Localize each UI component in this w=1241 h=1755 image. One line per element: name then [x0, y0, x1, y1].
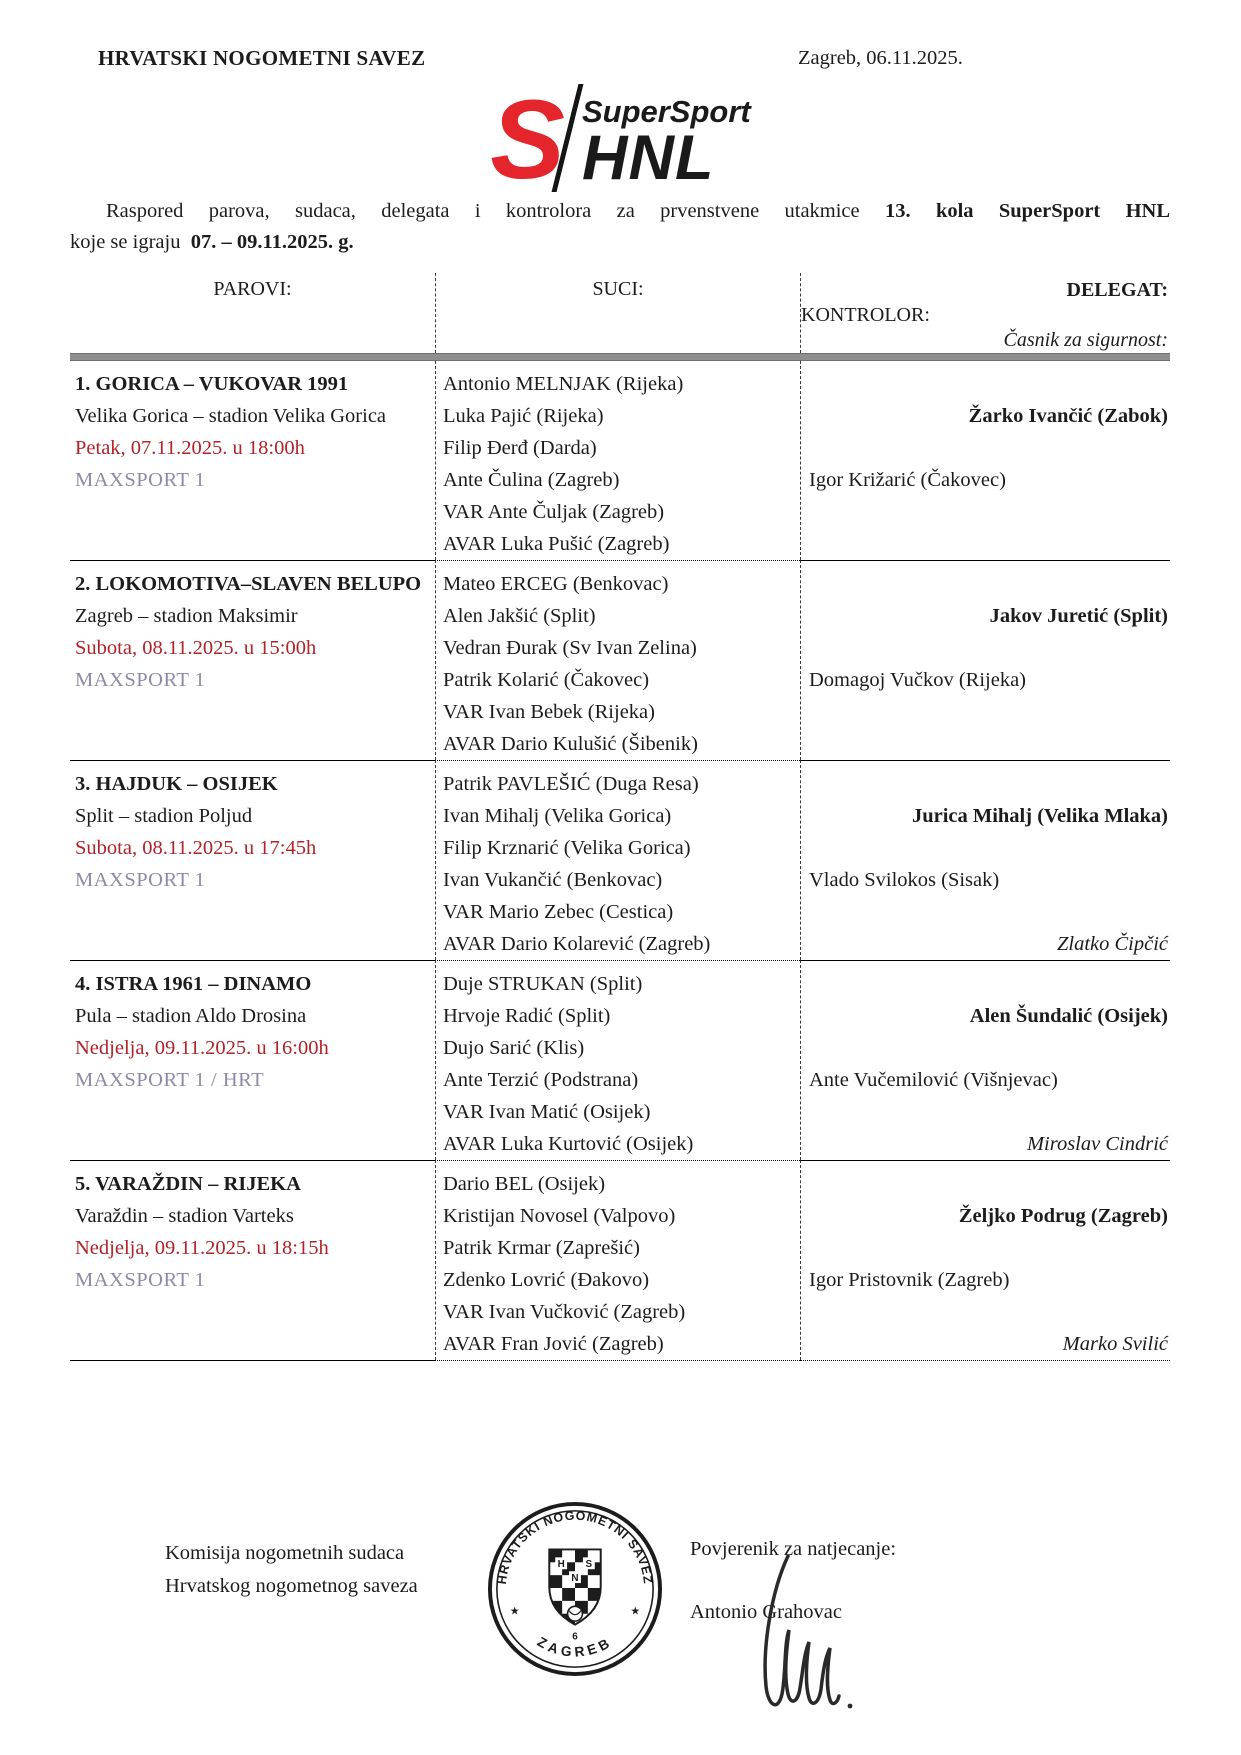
column-header-security: Časnik za sigurnost: [1003, 329, 1168, 351]
officials-cell [800, 960, 1170, 1160]
official-name: Mateo ERCEG (Benkovac) [443, 573, 669, 595]
match-broadcast: MAXSPORT 1 [75, 1269, 206, 1291]
intro-line-1 [70, 196, 1170, 227]
referees-cell [435, 1160, 800, 1360]
match-row [70, 560, 1170, 760]
security-officer-name: Miroslav Cindrić [1026, 1133, 1168, 1155]
officials-cell [800, 760, 1170, 960]
officials-cell [800, 1160, 1170, 1360]
match-datetime: Petak, 07.11.2025. u 18:00h [75, 437, 305, 459]
supersport-hnl-logo [0, 77, 1241, 202]
schedule-table [70, 273, 1170, 1360]
match-datetime: Subota, 08.11.2025. u 17:45h [75, 837, 317, 859]
official-name: AVAR Fran Jović (Zagreb) [443, 1333, 664, 1355]
security-officer-name: Marko Svilić [1062, 1333, 1168, 1355]
match-info-cell [70, 1160, 435, 1360]
match-info-cell [70, 960, 435, 1160]
official-name: Hrvoje Radić (Split) [443, 1005, 611, 1027]
intro-round-bold: 13. kola SuperSport HNL [884, 200, 1171, 222]
security-officer-name [809, 528, 1168, 560]
stamp-ball-icon [568, 1606, 583, 1621]
security-officer-name: Zlatko Čipčić [1056, 933, 1168, 955]
delegate-name: Jakov Juretić (Split) [989, 605, 1168, 627]
officials-cell [800, 361, 1170, 560]
official-name: VAR Ante Čuljak (Zagreb) [443, 501, 665, 523]
stamp-number: 6 [572, 1631, 578, 1643]
match-venue: Varaždin – stadion Varteks [75, 1205, 294, 1227]
stamp-crest-letter-s: S [585, 1559, 593, 1571]
controller-name: Vlado Svilokos (Sisak) [809, 869, 1000, 891]
official-name: AVAR Dario Kolarević (Zagreb) [443, 933, 711, 955]
logo-hnl-text: HNL [581, 123, 715, 193]
match-broadcast: MAXSPORT 1 / HRT [75, 1069, 265, 1091]
security-officer-name [809, 728, 1168, 760]
column-header-pairs: PAROVI: [213, 278, 292, 300]
referees-cell [435, 960, 800, 1160]
official-name: AVAR Luka Kurtović (Osijek) [443, 1133, 694, 1155]
intro-line-2 [70, 227, 1170, 258]
controller-name: Ante Vučemilović (Višnjevac) [809, 1069, 1058, 1091]
match-title: 2. LOKOMOTIVA–SLAVEN BELUPO [75, 573, 422, 595]
match-title: 4. ISTRA 1961 – DINAMO [75, 973, 312, 995]
official-name: Vedran Đurak (Sv Ivan Zelina) [443, 637, 697, 659]
referees-cell [435, 361, 800, 560]
table-top-rule [70, 353, 1170, 361]
match-datetime: Nedjelja, 09.11.2025. u 18:15h [75, 1237, 329, 1259]
stamp-bottom-text: ZAGREB [534, 1633, 616, 1660]
match-info-cell [70, 361, 435, 560]
column-header-officials [800, 273, 1170, 353]
official-name: VAR Ivan Vučković (Zagreb) [443, 1301, 686, 1323]
delegate-name: Alen Šundalić (Osijek) [969, 1005, 1168, 1027]
official-name: Alen Jakšić (Split) [443, 605, 596, 627]
delegate-name: Žarko Ivančić (Zabok) [968, 405, 1168, 427]
match-info-cell [70, 760, 435, 960]
logo-letter-s: S [490, 77, 561, 202]
stamp-star-left-icon: ★ [509, 1605, 520, 1618]
org-title: HRVATSKI NOGOMETNI SAVEZ [98, 46, 426, 70]
match-datetime: Nedjelja, 09.11.2025. u 16:00h [75, 1037, 329, 1059]
intro-dates-bold: 07. – 09.11.2025. g. [190, 231, 354, 253]
match-venue: Split – stadion Poljud [75, 805, 253, 827]
officials-cell [800, 560, 1170, 760]
controller-name: Domagoj Vučkov (Rijeka) [809, 669, 1027, 691]
match-datetime: Subota, 08.11.2025. u 15:00h [75, 637, 317, 659]
official-name: VAR Mario Zebec (Cestica) [443, 901, 674, 923]
official-name: Antonio MELNJAK (Rijeka) [443, 373, 684, 395]
match-row [70, 960, 1170, 1160]
official-name: Kristijan Novosel (Valpovo) [443, 1205, 676, 1227]
controller-name: Igor Križarić (Čakovec) [809, 469, 1006, 491]
referees-cell [435, 760, 800, 960]
official-name: Dario BEL (Osijek) [443, 1173, 606, 1195]
official-name: Patrik Krmar (Zaprešić) [443, 1237, 640, 1259]
match-broadcast: MAXSPORT 1 [75, 869, 206, 891]
column-header-delegate: DELEGAT: [1066, 279, 1168, 301]
match-venue: Velika Gorica – stadion Velika Gorica [75, 405, 387, 427]
official-name: Ivan Vukančić (Benkovac) [443, 869, 663, 891]
match-venue: Zagreb – stadion Maksimir [75, 605, 298, 627]
match-title: 5. VARAŽDIN – RIJEKA [75, 1173, 301, 1195]
official-name: Ivan Mihalj (Velika Gorica) [443, 805, 672, 827]
footer-commissioner-title: Povjerenik za natjecanje: [690, 1538, 897, 1560]
footer-commissioner-name: Antonio Grahovac [690, 1601, 842, 1623]
official-name: Duje STRUKAN (Split) [443, 973, 643, 995]
official-name: AVAR Dario Kulušić (Šibenik) [443, 733, 698, 755]
table-header-row [70, 273, 1170, 353]
official-name: Zdenko Lovrić (Đakovo) [443, 1269, 650, 1291]
column-header-controller: KONTROLOR: [801, 304, 930, 326]
official-name: AVAR Luka Pušić (Zagreb) [443, 533, 670, 555]
official-name: Luka Pajić (Rijeka) [443, 405, 604, 427]
delegate-name: Željko Podrug (Zagreb) [958, 1205, 1168, 1227]
footer-commission-line2: Hrvatskog nogometnog saveza [165, 1575, 418, 1597]
official-name: VAR Ivan Matić (Osijek) [443, 1101, 651, 1123]
doc-place-date: Zagreb, 06.11.2025. [798, 47, 963, 69]
match-row [70, 361, 1170, 560]
footer-commission [165, 1537, 418, 1603]
referees-cell [435, 560, 800, 760]
official-name: Filip Krznarić (Velika Gorica) [443, 837, 691, 859]
official-name: Ante Terzić (Podstrana) [443, 1069, 639, 1091]
official-name: Patrik PAVLEŠIĆ (Duga Resa) [443, 773, 699, 795]
stamp-star-right-icon: ★ [630, 1605, 641, 1618]
signature [726, 1548, 876, 1733]
match-info-cell [70, 560, 435, 760]
match-row [70, 760, 1170, 960]
match-title: 1. GORICA – VUKOVAR 1991 [75, 373, 349, 395]
delegate-name: Jurica Mihalj (Velika Mlaka) [911, 805, 1168, 827]
intro-paragraph [70, 196, 1170, 258]
official-name: Dujo Sarić (Klis) [443, 1037, 585, 1059]
stamp-crest-letter-h: H [557, 1559, 565, 1571]
official-name: Filip Đerđ (Darda) [443, 437, 597, 459]
column-header-referees: SUCI: [435, 273, 800, 353]
footer-commission-line1: Komisija nogometnih sudaca [165, 1542, 405, 1564]
controller-name: Igor Pristovnik (Zagreb) [809, 1269, 1010, 1291]
match-venue: Pula – stadion Aldo Drosina [75, 1005, 307, 1027]
stamp-crest-letter-n: N [571, 1573, 579, 1585]
official-name: Patrik Kolarić (Čakovec) [443, 669, 650, 691]
stamp-top-text: HRVATSKI NOGOMETNI SAVEZ [494, 1508, 656, 1586]
match-broadcast: MAXSPORT 1 [75, 669, 206, 691]
match-row [70, 1160, 1170, 1360]
official-name: VAR Ivan Bebek (Rijeka) [443, 701, 655, 723]
intro-text-2: koje se igraju [70, 231, 181, 253]
hns-round-stamp [486, 1500, 664, 1678]
official-name: Ante Čulina (Zagreb) [443, 469, 620, 491]
intro-text: Raspored parova, sudaca, delegata i kontrolora za prvenstvene utakmice [106, 200, 860, 222]
match-rows [70, 361, 1170, 1360]
match-title: 3. HAJDUK – OSIJEK [75, 773, 278, 795]
logo-supersport-text: SuperSport [581, 94, 751, 129]
match-broadcast: MAXSPORT 1 [75, 469, 206, 491]
